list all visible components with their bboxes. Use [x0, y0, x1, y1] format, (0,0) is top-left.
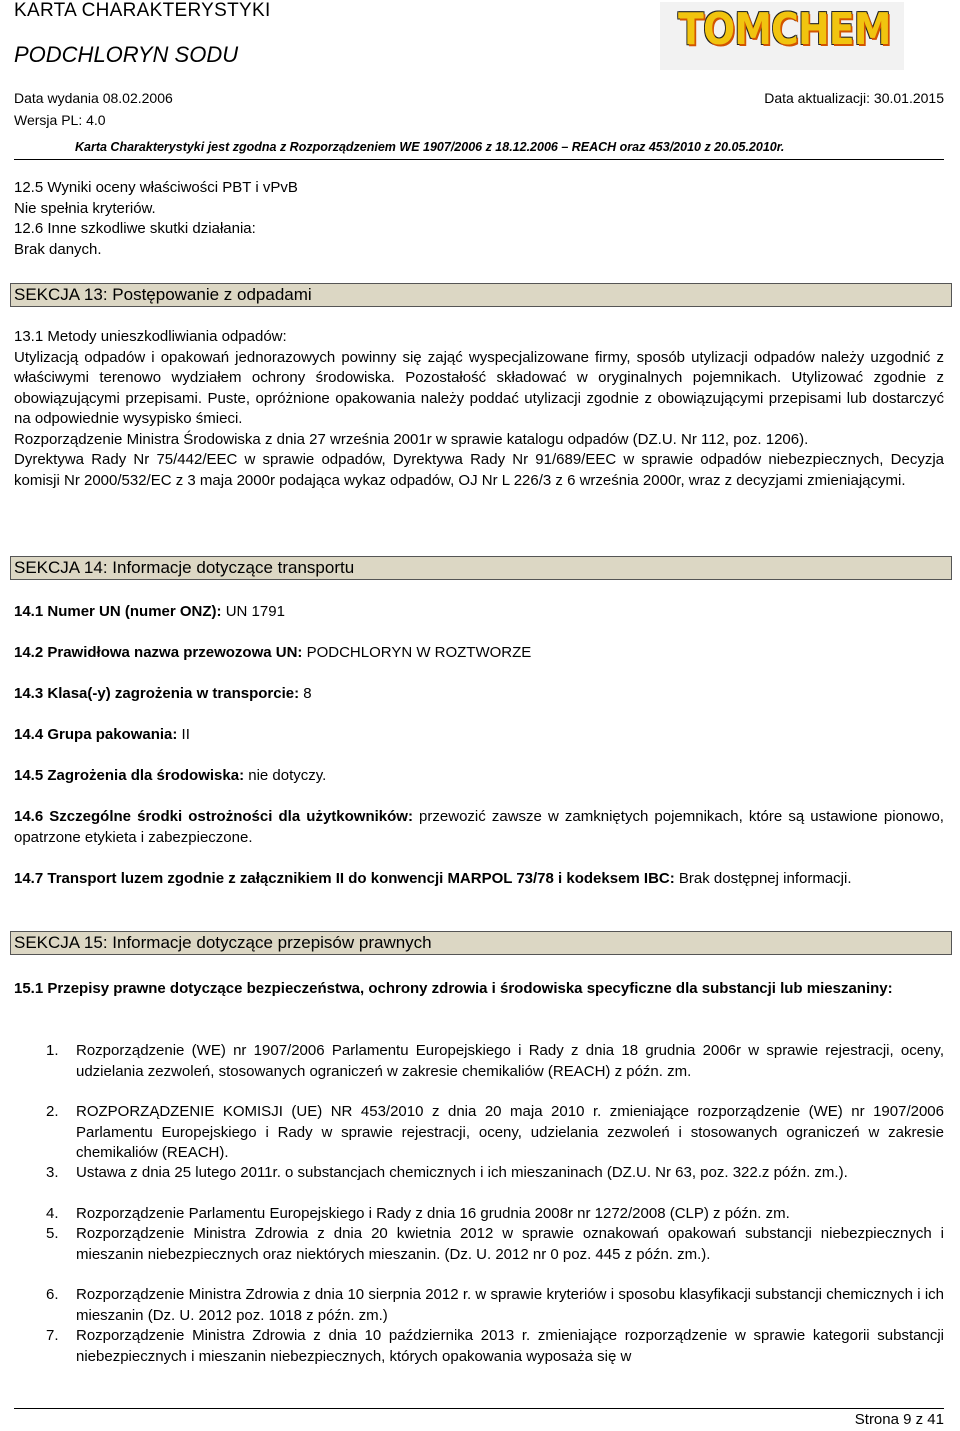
product-name: PODCHLORYN SODU — [14, 42, 239, 67]
list-item-text: Rozporządzenie Ministra Zdrowia z dnia 10 października 2013 r. zmieniające rozporządzenie w sprawie kategorii substancji niebezpiecznych i mieszanin niebezpiecznych, których opakowania wyposaża się w — [76, 1327, 944, 1365]
value-14-2: PODCHLORYN W ROZTWORZE — [302, 644, 532, 661]
company-logo — [660, 2, 904, 70]
text-12-6: Brak danych. — [14, 240, 102, 258]
value-14-1: UN 1791 — [221, 603, 285, 620]
label-14-1: 14.1 Numer UN (numer ONZ): — [14, 603, 222, 620]
list-item-text: Rozporządzenie Ministra Zdrowia z dnia 10 sierpnia 2012 r. w sprawie kryteriów i sposobu klasyfikacji substancji chemicznych i ich mieszanin (Dz. U. 2012 poz. 1018 z późn. zm.) — [76, 1286, 944, 1324]
issue-date: Data wydania 08.02.2006 — [14, 90, 173, 106]
item-14-7 — [14, 869, 944, 890]
section-12-5 — [14, 178, 944, 260]
list-item — [46, 1102, 944, 1164]
item-14-1 — [14, 602, 944, 623]
list-item — [46, 1163, 944, 1184]
text-12-5: Nie spełnia kryteriów. — [14, 199, 156, 217]
value-14-3: 8 — [299, 685, 312, 702]
section-15-header: SEKCJA 15: Informacje dotyczące przepisów prawnych — [10, 931, 952, 955]
list-item — [46, 1041, 944, 1082]
text-13-1-p3: Dyrektywa Rady Nr 75/442/EEC w sprawie odpadów, Dyrektywa Rady Nr 91/689/EEC w sprawie odpadów niebezpiecznych, Decyzja komisji Nr 2000/532/EC z 3 maja 2000r podająca wykaz odpadów, OJ Nr L 226/3 z 6 września 2000r, wraz z decyzjami zmieniającymi. — [14, 451, 944, 489]
text-13-1-p2: Rozporządzenie Ministra Środowiska z dnia 27 września 2001r w sprawie katalogu odpadów (DZ.U. Nr 112, poz. 1206). — [14, 430, 809, 448]
list-item-number: 7. — [46, 1327, 59, 1344]
list-item-text: Rozporządzenie Ministra Zdrowia z dnia 20 kwietnia 2012 w sprawie oznakowań opakowań substancji niebezpiecznych i mieszanin niebezpiecznych oraz niektórych mieszanin. (Dz. U. 2012 nr 0 poz. 445 z późn. zm.). — [76, 1225, 944, 1263]
value-14-4: II — [177, 726, 190, 743]
list-item — [46, 1204, 944, 1225]
header-divider — [14, 159, 944, 160]
item-14-6 — [14, 807, 944, 848]
list-item-number: 3. — [46, 1164, 59, 1181]
value-14-7: Brak dostępnej informacji. — [674, 870, 852, 887]
list-item-number: 6. — [46, 1286, 59, 1303]
item-14-3 — [14, 684, 944, 705]
version: Wersja PL: 4.0 — [14, 112, 106, 128]
text-13-1-p1: Utylizacją odpadów i opakowań jednorazowych powinny się zająć wyspecjalizowane firmy, sposób utylizacji odpadów należy uzgodnić z właściwymi terenowo wydziałem ochrony środowiska. Pozostałość składować w oryginalnych pojemnikach. Utylizować zgodnie z obowiązującymi przepisami. Puste, opróżnione opakowania należy poddać utylizacji zgodnie z obowiązującymi przepisami lub dostarczyć na odpowiednie wysypisko śmieci. — [14, 348, 944, 427]
heading-12-5: 12.5 Wyniki oceny właściwości PBT i vPvB — [14, 179, 298, 196]
list-item-number: 4. — [46, 1205, 59, 1222]
label-14-3: 14.3 Klasa(-y) zagrożenia w transporcie: — [14, 685, 300, 702]
list-item — [46, 1224, 944, 1265]
company-logo-text: TOMCHEM — [678, 4, 891, 55]
value-14-6: przewozić zawsze w zamkniętych pojemnikach, które są ustawione pionowo, opatrzone etykieta i zabezpieczone. — [14, 808, 944, 846]
regulation-note: Karta Charakterystyki jest zgodna z Rozporządzeniem WE 1907/2006 z 18.12.2006 – REACH oraz 453/2010 z 20.05.2010r. — [75, 140, 785, 154]
item-14-5 — [14, 766, 944, 787]
label-14-5: 14.5 Zagrożenia dla środowiska: — [14, 767, 245, 784]
list-item — [46, 1326, 944, 1367]
list-item-number: 1. — [46, 1042, 59, 1059]
item-14-2 — [14, 643, 944, 664]
page-number: Strona 9 z 41 — [854, 1411, 944, 1428]
header-dates — [14, 90, 944, 106]
list-item-text: ROZPORZĄDZENIE KOMISJI (UE) NR 453/2010 z dnia 20 maja 2010 r. zmieniające rozporządzenie (WE) nr 1907/2006 Parlamentu Europejskiego i Rady w sprawie rejestracji, oceny, udzielania zezwoleń i stosowanych ograniczeń w zakresie chemikaliów (REACH). — [76, 1103, 944, 1161]
list-item-text: Rozporządzenie Parlamentu Europejskiego i Rady z dnia 16 grudnia 2008r nr 1272/2008 (CLP) z późn. zm. — [76, 1205, 790, 1222]
update-date: Data aktualizacji: 30.01.2015 — [764, 90, 944, 106]
list-item — [46, 1285, 944, 1326]
label-14-7: 14.7 Transport luzem zgodnie z załącznikiem II do konwencji MARPOL 73/78 i kodeksem IBC: — [14, 870, 675, 887]
footer-divider — [14, 1408, 944, 1409]
heading-15-1: 15.1 Przepisy prawne dotyczące bezpieczeństwa, ochrony zdrowia i środowiska specyficzne dla substancji lub mieszaniny: — [14, 980, 893, 997]
list-item-number: 2. — [46, 1103, 59, 1120]
list-item-text: Ustawa z dnia 25 lutego 2011r. o substancjach chemicznych i ich mieszaninach (DZ.U. Nr 63, poz. 322.z późn. zm.). — [76, 1164, 848, 1181]
section-14-header: SEKCJA 14: Informacje dotyczące transportu — [10, 556, 952, 580]
heading-13-1: 13.1 Metody unieszkodliwiania odpadów: — [14, 328, 287, 345]
heading-12-6: 12.6 Inne szkodliwe skutki działania: — [14, 220, 256, 237]
item-14-4 — [14, 725, 944, 746]
list-item-text: Rozporządzenie (WE) nr 1907/2006 Parlamentu Europejskiego i Rady z dnia 18 grudnia 2006r w sprawie rejestracji, oceny, udzielania zezwoleń, stosowanych ograniczeń w zakresie chemikaliów (REACH) z późn. zm. — [76, 1042, 944, 1080]
label-14-6: 14.6 Szczególne środki ostrożności dla użytkowników: — [14, 808, 413, 825]
section-13-body — [14, 327, 944, 491]
label-14-4: 14.4 Grupa pakowania: — [14, 726, 178, 743]
section-13-header: SEKCJA 13: Postępowanie z odpadami — [10, 283, 952, 307]
document-title: KARTA CHARAKTERYSTYKI — [14, 0, 271, 21]
value-14-5: nie dotyczy. — [244, 767, 327, 784]
list-item-number: 5. — [46, 1225, 59, 1242]
label-14-2: 14.2 Prawidłowa nazwa przewozowa UN: — [14, 644, 303, 661]
